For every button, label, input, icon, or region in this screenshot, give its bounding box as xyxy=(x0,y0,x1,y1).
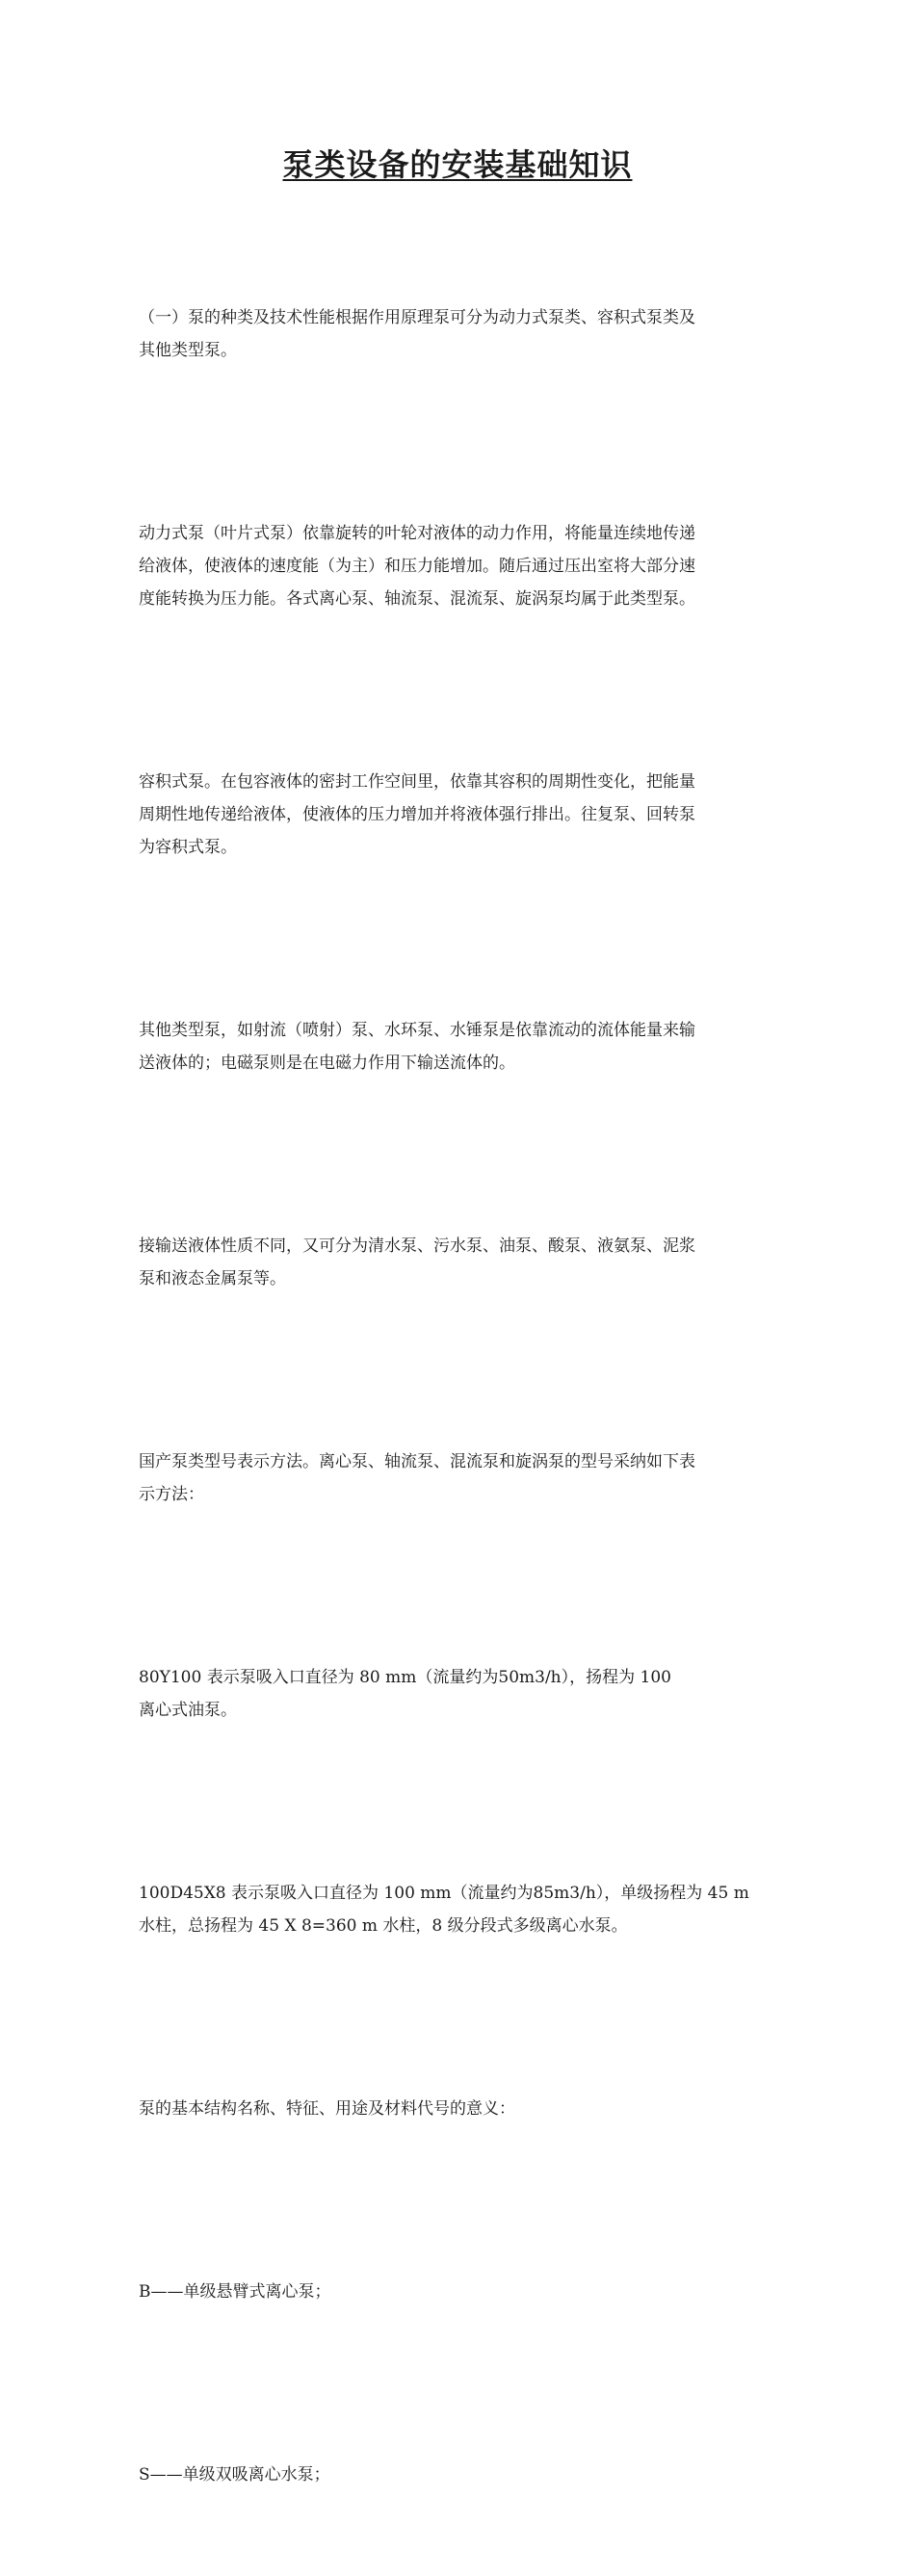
paragraph-line: 送液体的；电磁泵则是在电磁力作用下输送流体的。 xyxy=(139,1054,515,1073)
page-title-text: 泵类设备的安装基础知识 xyxy=(282,146,633,184)
paragraph xyxy=(139,2027,779,2191)
paragraph-line: 80Y100 表示泵吸入口直径为 80 mm（流量约为50m3/h），扬程为 100 xyxy=(139,1668,671,1687)
paragraph xyxy=(139,1811,779,2008)
paragraph-line: 周期性地传递给液体，使液体的压力增加并将液体强行排出。往复泵、回转泵 xyxy=(139,805,695,824)
paragraph xyxy=(139,1596,779,1792)
paragraph-line: 接输送液体性质不同，又可分为清水泵、污水泵、油泵、酸泵、液氨泵、泥浆 xyxy=(139,1236,695,1256)
paragraph-line: 度能转换为压力能。各式离心泵、轴流泵、混流泵、旋涡泵均属于此类型泵。 xyxy=(139,589,695,609)
paragraph-line: 动力式泵（叶片式泵）依靠旋转的叶轮对液体的动力作用，将能量连续地传递 xyxy=(139,524,695,543)
paragraph xyxy=(139,2393,779,2557)
document-body xyxy=(139,236,779,2576)
paragraph-line: 泵和液态金属泵等。 xyxy=(139,1269,286,1288)
paragraph-line: 水柱，总扬程为 45 X 8=360 m 水柱，8 级分段式多级离心水泵。 xyxy=(139,1916,628,1936)
paragraph xyxy=(139,2210,779,2374)
paragraph-line: 其他类型泵，如射流（喷射）泵、水环泵、水锤泵是依靠流动的流体能量来输 xyxy=(139,1021,695,1040)
paragraph-line: 泵的基本结构名称、特征、用途及材料代号的意义： xyxy=(139,2099,515,2119)
paragraph-line: （一）泵的种类及技术性能根据作用原理泵可分为动力式泵类、容积式泵类及 xyxy=(139,308,695,327)
paragraph xyxy=(139,949,779,1145)
paragraph-line: 100D45X8 表示泵吸入口直径为 100 mm（流量约为85m3/h），单级扬程为 45 m xyxy=(139,1884,749,1903)
paragraph xyxy=(139,452,779,681)
paragraph-line: S——单级双吸离心水泵； xyxy=(139,2465,330,2485)
paragraph xyxy=(139,700,779,929)
page-title xyxy=(0,143,915,186)
paragraph xyxy=(139,1164,779,1361)
paragraph-line: 示方法： xyxy=(139,1485,204,1504)
paragraph-line: 为容积式泵。 xyxy=(139,838,237,857)
paragraph-line: 国产泵类型号表示方法。离心泵、轴流泵、混流泵和旋涡泵的型号采纳如下表 xyxy=(139,1452,695,1471)
paragraph xyxy=(139,1380,779,1576)
paragraph-line: B——单级悬臂式离心泵； xyxy=(139,2282,331,2302)
paragraph-line: 给液体，使液体的速度能（为主）和压力能增加。随后通过压出室将大部分速 xyxy=(139,557,695,576)
paragraph-line: 容积式泵。在包容液体的密封工作空间里，依靠其容积的周期性变化，把能量 xyxy=(139,772,695,792)
paragraph xyxy=(139,236,779,432)
paragraph-line: 离心式油泵。 xyxy=(139,1701,237,1720)
paragraph-line: 其他类型泵。 xyxy=(139,341,237,360)
